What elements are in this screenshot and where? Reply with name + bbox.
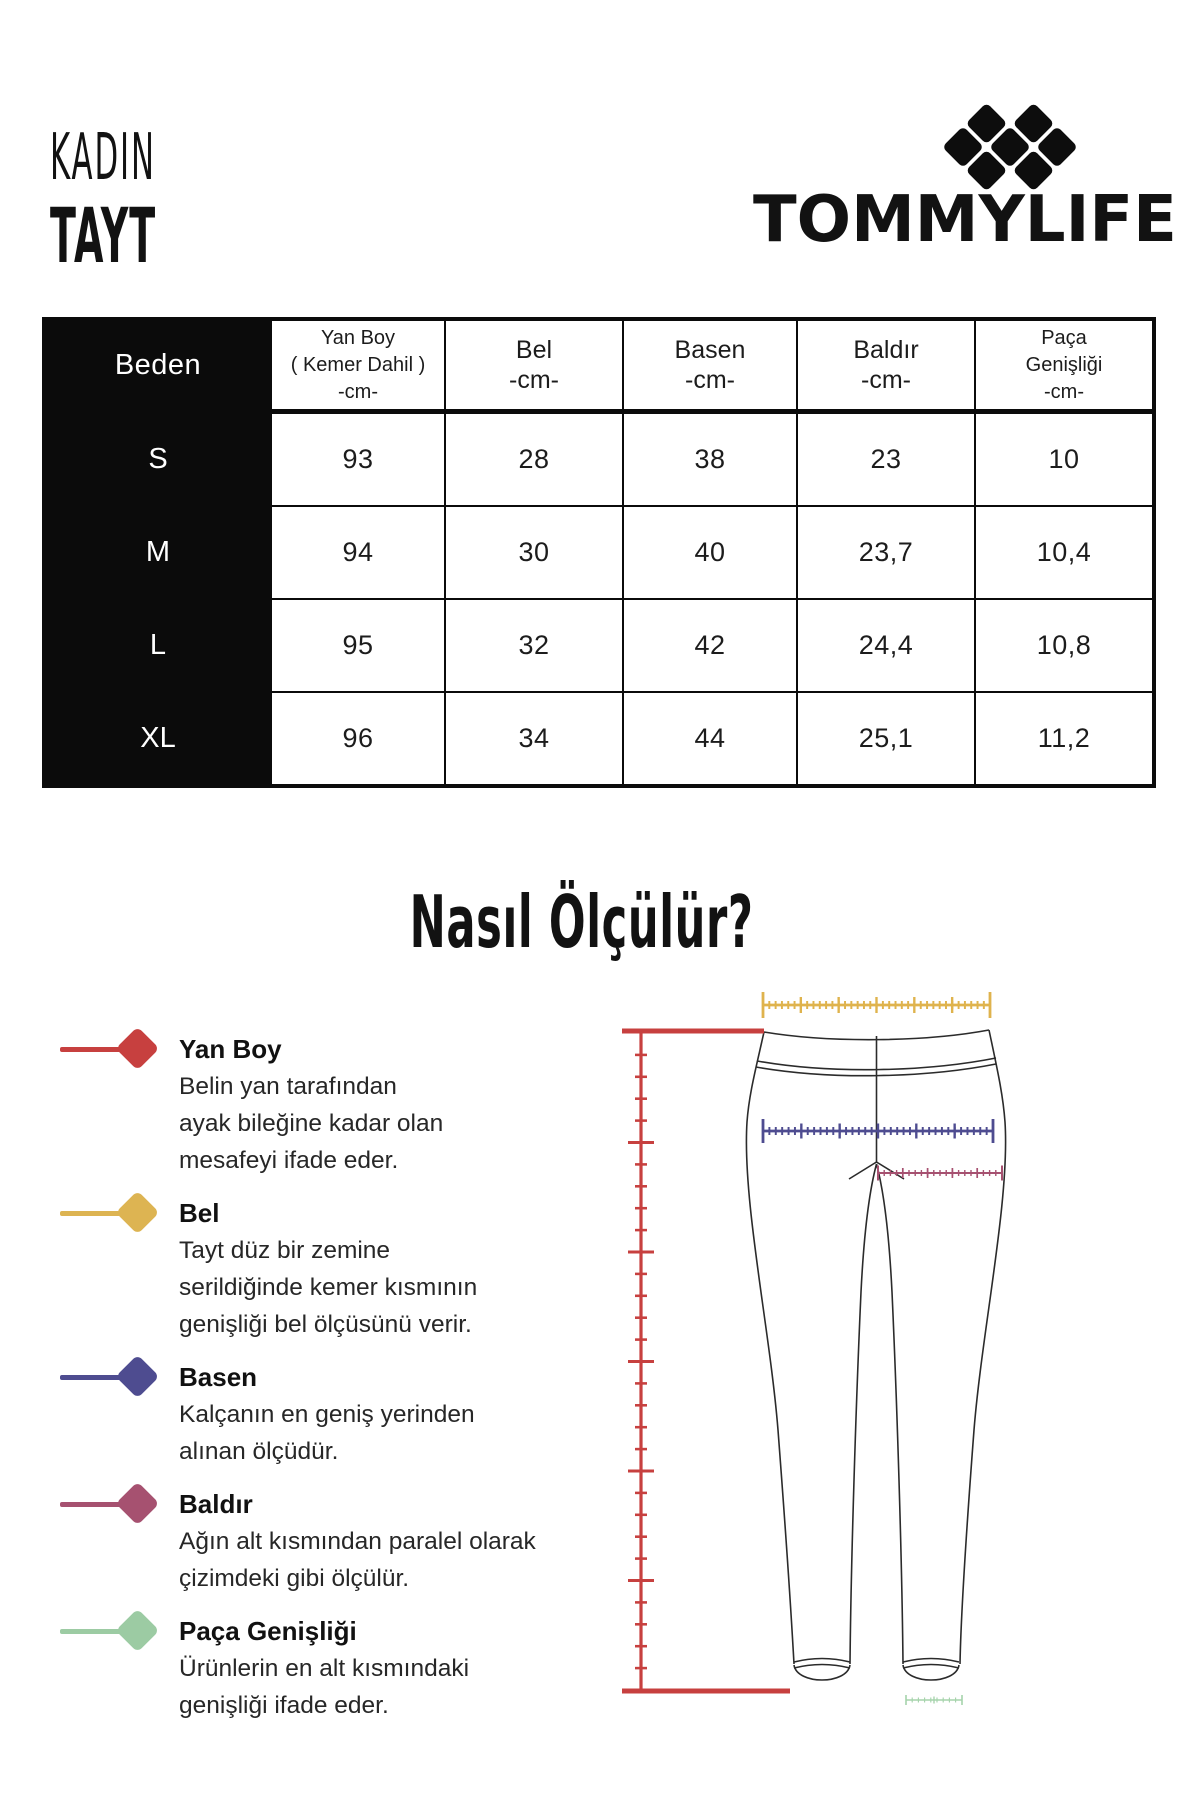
legend-name: Yan Boy [179, 1034, 282, 1064]
table-cell: 44 [624, 693, 796, 784]
table-cell: 23 [798, 414, 974, 505]
left-hem-bottom [794, 1665, 850, 1680]
table-cell: 38 [624, 414, 796, 505]
right-outer-leg [960, 1030, 1006, 1664]
side-length-ruler [628, 1033, 654, 1690]
table-cell: 10 [976, 414, 1152, 505]
legend-item-paca-genisligi: Paça Genişliği Ürünlerin en alt kısmındaki genişliği ifade eder. [60, 1612, 600, 1724]
size-table [42, 317, 1156, 788]
column-header-basen: Basen -cm- [624, 321, 796, 412]
column-header-bel: Bel -cm- [446, 321, 622, 412]
paca-genisligi-diamond-marker-icon [60, 1612, 155, 1650]
right-hem-cuff [903, 1659, 959, 1663]
legend-name: Paça Genişliği [179, 1616, 357, 1646]
legend-item-baldir: Baldır Ağın alt kısmından paralel olarak çizimdeki gibi ölçülür. [60, 1485, 600, 1597]
table-cell: 10,4 [976, 507, 1152, 598]
how-to-measure-title [182, 880, 982, 964]
table-cell: 95 [272, 600, 444, 691]
left-hem-cuff [794, 1665, 850, 1669]
table-cell: 40 [624, 507, 796, 598]
legend-item-yan-boy: Yan Boy Belin yan tarafından ayak bileğine kadar olan mesafeyi ifade eder. [60, 1030, 600, 1179]
category-title-text: KADIN [50, 121, 156, 195]
tommylife-logo-icon [930, 95, 1080, 195]
measure-legend [60, 1030, 600, 1739]
yan-boy-diamond-marker-icon [60, 1030, 155, 1068]
product-title-text: TAYT [50, 191, 157, 280]
table-cell: 32 [446, 600, 622, 691]
legend-item-bel: Bel Tayt düz bir zemine serildiğinde kemer kısmının genişliği bel ölçüsünü verir. [60, 1194, 600, 1343]
legend-item-basen: Basen Kalçanın en geniş yerinden alınan ölçüdür. [60, 1358, 600, 1470]
category-title [50, 121, 271, 195]
row-label-l: L [46, 600, 270, 691]
corner-label: Beden [114, 348, 202, 381]
crotch-mark [849, 1162, 877, 1179]
waist-ruler [763, 992, 990, 1018]
legend-name: Basen [179, 1362, 258, 1392]
column-header-yan-boy: Yan Boy ( Kemer Dahil ) -cm- [272, 321, 444, 412]
right-inner-leg [877, 1164, 904, 1664]
how-to-measure-title-text: Nasıl Ölçülür? [410, 880, 754, 964]
hip-ruler [763, 1119, 993, 1143]
brand-wordmark [753, 183, 1177, 257]
product-title [50, 191, 262, 280]
left-hem-cuff [794, 1659, 850, 1663]
column-header-baldir: Baldır -cm- [798, 321, 974, 412]
logo-diamonds [942, 103, 1078, 192]
legend-name: Baldır [179, 1489, 253, 1519]
table-cell: 10,8 [976, 600, 1152, 691]
table-cell: 34 [446, 693, 622, 784]
table-cell: 23,7 [798, 507, 974, 598]
basen-diamond-marker-icon [60, 1358, 155, 1396]
table-cell: 25,1 [798, 693, 974, 784]
brand-wordmark-text: TOMMYLIFE [753, 183, 1177, 257]
table-cell: 30 [446, 507, 622, 598]
baldir-diamond-marker-icon [60, 1485, 155, 1523]
table-cell: 96 [272, 693, 444, 784]
table-cell: 93 [272, 414, 444, 505]
row-label-s: S [46, 414, 270, 505]
table-cell: 94 [272, 507, 444, 598]
table-cell: 28 [446, 414, 622, 505]
thigh-ruler [878, 1166, 1002, 1181]
column-header-paca-genisligi: Paça Genişliği -cm- [976, 321, 1152, 412]
row-label-xl: XL [46, 693, 270, 784]
left-inner-leg [850, 1164, 877, 1664]
hem-ruler [906, 1695, 962, 1705]
legend-name: Bel [179, 1198, 220, 1228]
bel-diamond-marker-icon [60, 1194, 155, 1232]
right-hem-cuff [903, 1665, 959, 1669]
table-cell: 42 [624, 600, 796, 691]
right-hem-bottom [903, 1665, 959, 1680]
table-cell: 24,4 [798, 600, 974, 691]
left-outer-leg [746, 1032, 794, 1664]
row-label-m: M [46, 507, 270, 598]
leggings-measurement-diagram [600, 980, 1020, 1720]
table-corner-beden [46, 321, 270, 412]
table-cell: 11,2 [976, 693, 1152, 784]
